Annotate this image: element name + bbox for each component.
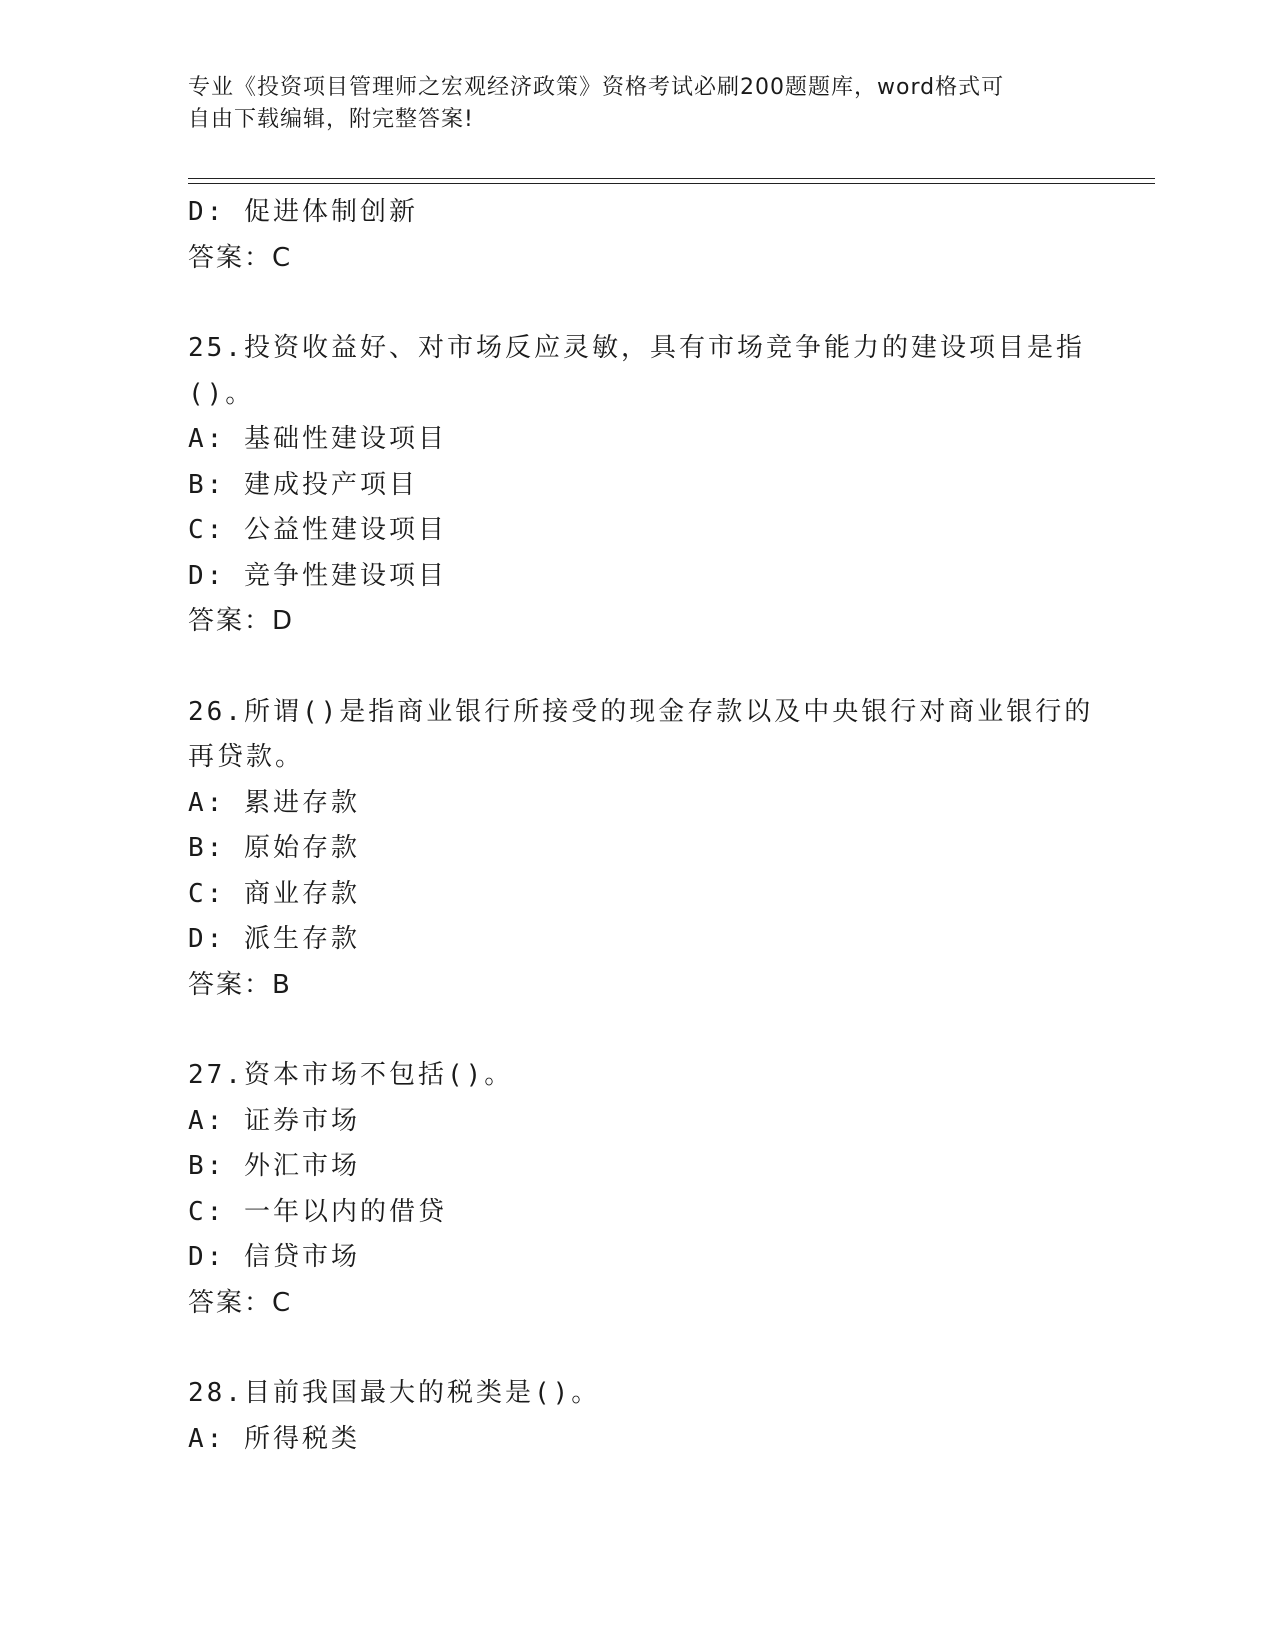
answer-line: 答案：C xyxy=(188,242,293,273)
option-a: A: 证券市场 xyxy=(188,1105,360,1136)
question-stem: 26.所谓()是指商业银行所接受的现金存款以及中央银行对商业银行的 xyxy=(188,696,1094,727)
question-25 xyxy=(188,326,1088,645)
question-26 xyxy=(188,690,1094,1009)
option-b: B: 建成投产项目 xyxy=(188,469,418,500)
option-c: C: 商业存款 xyxy=(188,878,360,909)
header-divider-bottom xyxy=(188,183,1155,184)
option-c: C: 公益性建设项目 xyxy=(188,515,447,545)
option-b: B: 原始存款 xyxy=(188,833,360,863)
answer-line: 答案：C xyxy=(188,1287,293,1318)
option-a: A: 累进存款 xyxy=(188,787,360,818)
option-d: D: 竞争性建设项目 xyxy=(188,560,447,591)
header-line-1: 专业《投资项目管理师之宏观经济政策》资格考试必刷200题题库，word格式可 xyxy=(188,75,1005,100)
header-divider-top xyxy=(188,178,1155,179)
option-d: D: 派生存款 xyxy=(188,924,360,954)
question-27 xyxy=(188,1053,1088,1326)
option-c: C: 一年以内的借贷 xyxy=(188,1196,447,1227)
option-b: B: 外汇市场 xyxy=(188,1151,360,1181)
question-list xyxy=(188,190,1094,1462)
option-d: D: 信贷市场 xyxy=(188,1242,360,1272)
question-stem-cont: 再贷款。 xyxy=(188,742,305,772)
option-d: D: 促进体制创新 xyxy=(188,197,418,227)
header-line-2: 自由下载编辑，附完整答案! xyxy=(188,107,474,132)
option-a: A: 基础性建设项目 xyxy=(188,424,447,454)
answer-line: 答案：B xyxy=(188,969,292,1000)
option-a: A: 所得税类 xyxy=(188,1423,360,1454)
question-stem: 28.目前我国最大的税类是()。 xyxy=(188,1378,601,1408)
question-stem-cont: ()。 xyxy=(188,378,255,409)
question-28 xyxy=(188,1371,1088,1462)
answer-line: 答案：D xyxy=(188,606,295,636)
question-stem: 25.投资收益好、对市场反应灵敏，具有市场竞争能力的建设项目是指 xyxy=(188,333,1085,363)
question-stem: 27.资本市场不包括()。 xyxy=(188,1060,514,1090)
document-header xyxy=(188,72,1068,136)
